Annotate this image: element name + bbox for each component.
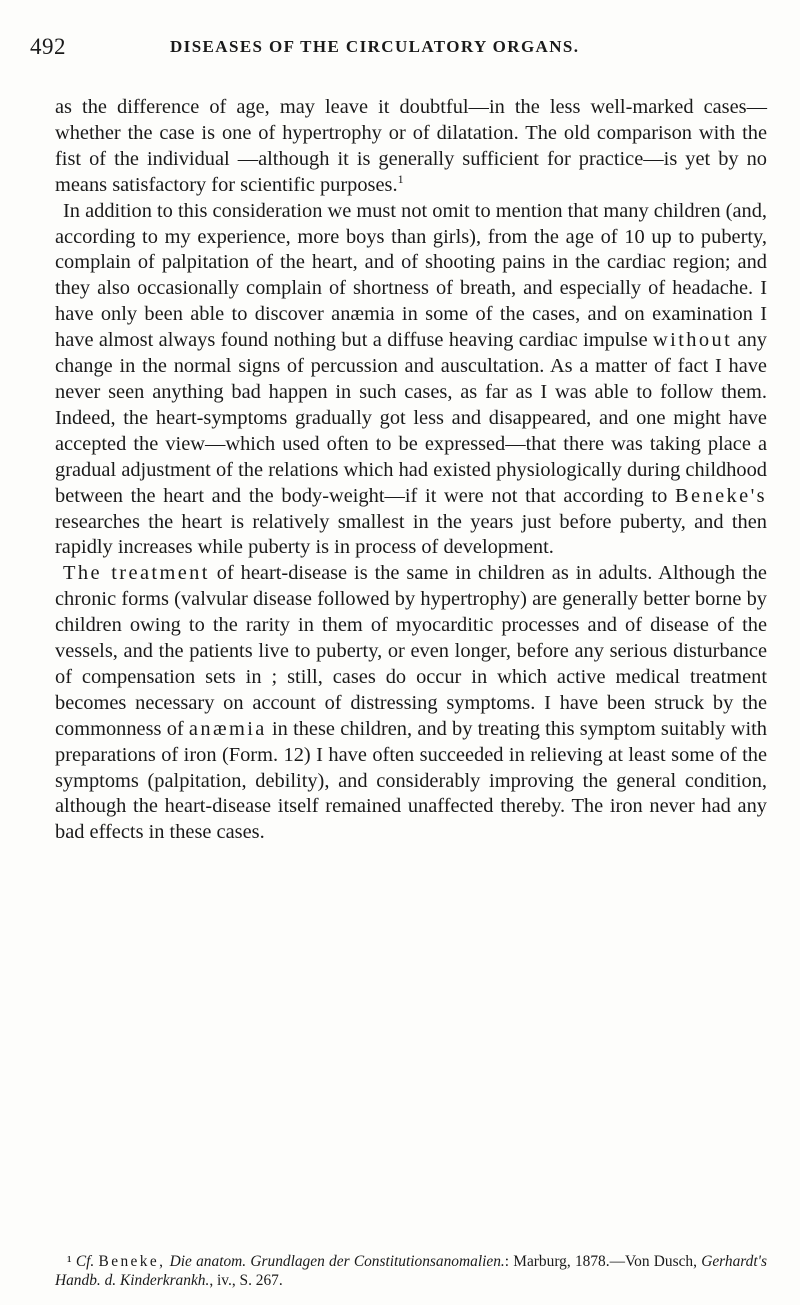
- footnote-title-1: Die anatom. Grundlagen der Constitutionsanomalien.: [169, 1253, 505, 1270]
- footnote-1: [55, 1252, 767, 1290]
- paragraph-3-part-a: of heart-disease is the same in children as in adults. Although the chronic forms (valvular disease followed by hypertrophy) are generally better borne by children owing to the rarity in them of myocarditic processes and of disease of the vessels, and the patients live to puberty, or even longer, before any serious disturbance of compensation sets in ; still, cases do occur in which active medical treatment becomes necessary on account of distressing symptoms. I have been struck by the commonness of: [55, 562, 767, 740]
- running-head: [30, 34, 760, 64]
- paragraph-2-part-a: In addition to this consideration we must not omit to mention that many children (and, according to my experience, more boys than girls), from the age of 10 up to puberty, complain of palpitation of the heart, and of shooting pains in the cardiac region; and they also occasionally complain of shortness of breath, and especially of headache. I have only been able to discover anæmia in some of the cases, and on examination I have almost always found nothing but a diffuse heaving cardiac impulse: [55, 199, 767, 352]
- paragraph-1-text: as the difference of age, may leave it doubtful—in the less well-marked cases—whether the case is one of hypertrophy or of dilatation. The old comparison with the fist of the individual —although it is generally sufficient for practice—is yet by no means satisfactory for scientific purposes.: [55, 96, 767, 196]
- body-text: [55, 95, 767, 846]
- emphasis-beneke: Beneke's: [675, 484, 767, 507]
- paragraph-2-part-b: any change in the normal signs of percussion and auscultation. As a matter of fact I have never seen anything bad happen in such cases, as far as I was able to follow them. Indeed, the heart-symptoms gradually got less and disappeared, and one might have accepted the view—which used often to be expressed—that there was taking place a gradual adjustment of the relations which had existed physiologically during childhood between the heart and the body-weight—if it were not that according to: [55, 329, 767, 507]
- footnote-title-2: Gerhardt's Handb. d. Kinderkrankh.: [55, 1253, 767, 1289]
- footnote-place-1: : Marburg, 1878.—Von Dusch,: [504, 1253, 697, 1270]
- paragraph-3: [55, 561, 767, 846]
- emphasis-without: without: [653, 329, 733, 352]
- emphasis-anaemia: anæmia: [188, 717, 267, 740]
- footnote-author: Beneke,: [98, 1253, 166, 1270]
- page-number: 492: [30, 34, 66, 59]
- paragraph-1: [55, 95, 767, 199]
- footnote-cf: Cf.: [75, 1253, 95, 1270]
- footnote: [55, 1252, 767, 1290]
- footnote-ref-2: , iv., S. 267.: [209, 1272, 283, 1289]
- paragraph-2: [55, 199, 767, 562]
- footnote-mark: ¹: [67, 1253, 72, 1270]
- paragraph-3-part-b: in these children, and by treating this symptom suitably with preparations of iron (Form. 12) I have often succeeded in relieving at least some of the symptoms (palpitation, debility), and considerably improving the general condition, although the heart-disease itself remained unaffected thereby. The iron never had any bad effects in these cases.: [55, 717, 767, 844]
- paragraph-2-part-c: researches the heart is relatively smallest in the years just before puberty, and then rapidly increases while puberty is in process of development.: [55, 510, 767, 559]
- running-title: DISEASES OF THE CIRCULATORY ORGANS.: [170, 37, 580, 56]
- emphasis-treatment: The treatment: [63, 562, 210, 585]
- footnote-reference: 1: [397, 171, 404, 186]
